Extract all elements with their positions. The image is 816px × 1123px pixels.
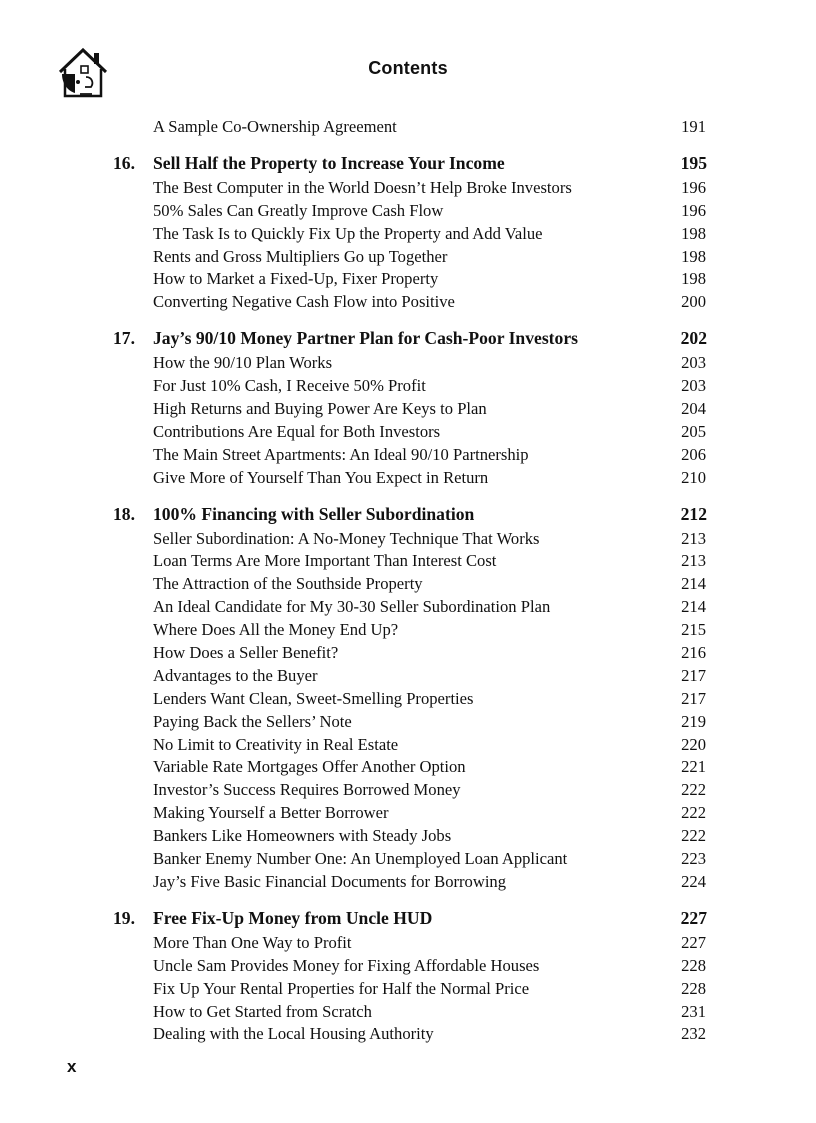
toc-entry [0,398,816,421]
chapter-page: 195 [680,152,707,173]
toc-entry [0,848,816,871]
toc-entry-page: 205 [681,421,706,441]
toc-entry [0,955,816,978]
toc-entry [0,802,816,825]
toc-entry-title: How to Market a Fixed-Up, Fixer Property [153,269,439,289]
toc-entry [0,871,816,894]
toc-entry-title: Uncle Sam Provides Money for Fixing Affordable Houses [153,955,540,975]
toc-entry [0,779,816,802]
toc-entry [0,978,816,1001]
toc-entry-title: For Just 10% Cash, I Receive 50% Profit [153,376,426,396]
page-number: x [67,1057,77,1076]
toc-entry-title: How Does a Seller Benefit? [153,643,339,663]
toc-entry-page: 204 [681,399,706,419]
toc-entry [0,291,816,314]
toc-entry-title: Jay’s Five Basic Financial Documents for Borrowing [153,871,507,891]
toc-entry [0,665,816,688]
toc-entry-page: 203 [681,353,706,373]
toc-entry [0,825,816,848]
toc-entry-title: Lenders Want Clean, Sweet-Smelling Properties [153,688,474,708]
toc-entry-title: Where Does All the Money End Up? [153,620,399,640]
toc-entry-title: Making Yourself a Better Borrower [153,803,389,823]
chapter-heading [0,150,816,177]
toc-entry-title: Bankers Like Homeowners with Steady Jobs [153,826,452,846]
toc-entry [0,573,816,596]
toc-entry [0,734,816,757]
toc-entry-page: 214 [681,574,706,594]
toc-entry-title: The Task Is to Quickly Fix Up the Property and Add Value [153,223,543,243]
toc-entry-page: 191 [681,117,706,136]
toc-entry-page: 213 [681,528,706,548]
toc-entry-title: The Attraction of the Southside Property [153,574,423,594]
toc-entry [0,223,816,246]
chapter-heading [0,905,816,932]
toc-entry-title: How the 90/10 Plan Works [153,353,333,373]
toc-entry [0,688,816,711]
toc-entry [0,711,816,734]
toc-entry-page: 217 [681,688,706,708]
toc-entry-page: 232 [681,1024,706,1044]
toc-entry [0,246,816,269]
chapter-title: Free Fix-Up Money from Uncle HUD [153,907,433,928]
toc-entry-page: 227 [681,932,706,952]
toc-entry-title: Seller Subordination: A No-Money Technique That Works [153,528,540,548]
toc-entry-page: 222 [681,780,706,800]
toc-entry-title: 50% Sales Can Greatly Improve Cash Flow [153,200,444,220]
toc-entry-title: Rents and Gross Multipliers Go up Together [153,246,448,266]
chapter-page: 202 [680,328,707,349]
toc-entry [0,467,816,490]
chapter-title: Sell Half the Property to Increase Your Income [153,152,505,173]
toc-entry-page: 210 [681,467,706,487]
toc-entry-page: 203 [681,376,706,396]
toc-entry-title: How to Get Started from Scratch [153,1001,372,1021]
toc-entry-title: No Limit to Creativity in Real Estate [153,734,399,754]
toc-entry-title: Advantages to the Buyer [153,665,318,685]
toc-entry [0,528,816,551]
toc-entry-page: 228 [681,955,706,975]
chapter-number: 16. [113,152,135,173]
table-of-contents [0,116,816,1046]
toc-entry-title: The Best Computer in the World Doesn’t Help Broke Investors [153,177,572,197]
toc-entry-page: 198 [681,223,706,243]
chapter-page: 212 [680,503,707,524]
chapter-number: 18. [113,503,135,524]
toc-entry-page: 220 [681,734,706,754]
toc-entry-title: Fix Up Your Rental Properties for Half the Normal Price [153,978,530,998]
chapter-number: 17. [113,328,135,349]
toc-entry-page: 200 [681,292,706,312]
toc-entry-title: Loan Terms Are More Important Than Interest Cost [153,551,497,571]
toc-entry-page: 213 [681,551,706,571]
toc-entry [0,375,816,398]
toc-entry-title: The Main Street Apartments: An Ideal 90/10 Partnership [153,444,529,464]
toc-entry-page: 228 [681,978,706,998]
toc-entry [0,596,816,619]
toc-entry-page: 223 [681,849,706,869]
toc-entry [0,756,816,779]
toc-entry-title: More Than One Way to Profit [153,932,352,952]
toc-entry-page: 196 [681,177,706,197]
toc-entry-page: 222 [681,826,706,846]
toc-entry [0,932,816,955]
toc-entry-title: High Returns and Buying Power Are Keys to Plan [153,399,487,419]
toc-entry-title: Converting Negative Cash Flow into Positive [153,292,455,312]
toc-entry-page: 219 [681,711,706,731]
toc-entry [0,352,816,375]
toc-entry [0,421,816,444]
toc-entry-title: Variable Rate Mortgages Offer Another Option [153,757,466,777]
toc-entry [0,268,816,291]
toc-entry [0,177,816,200]
toc-entry-title: A Sample Co-Ownership Agreement [153,117,397,136]
chapter-title: 100% Financing with Seller Subordination [153,503,475,524]
toc-entry-page: 214 [681,597,706,617]
toc-entry-page: 222 [681,803,706,823]
chapter-page: 227 [680,907,707,928]
toc-entry-page: 215 [681,620,706,640]
toc-entry-page: 198 [681,246,706,266]
toc-entry-title: Give More of Yourself Than You Expect in Return [153,467,489,487]
toc-entry-title: Paying Back the Sellers’ Note [153,711,352,731]
toc-entry [0,1023,816,1046]
toc-entry-page: 221 [681,757,706,777]
chapter-title: Jay’s 90/10 Money Partner Plan for Cash-Poor Investors [153,328,578,349]
chapter-heading [0,501,816,528]
toc-entry [0,1001,816,1024]
toc-entry-page: 217 [681,665,706,685]
toc-entry [0,642,816,665]
toc-entry-title: Dealing with the Local Housing Authority [153,1024,434,1044]
chapter-heading [0,325,816,352]
toc-entry [0,116,816,139]
toc-entry-title: An Ideal Candidate for My 30-30 Seller Subordination Plan [153,597,551,617]
toc-entry [0,619,816,642]
toc-entry-title: Banker Enemy Number One: An Unemployed Loan Applicant [153,849,568,869]
page-title: Contents [368,58,448,78]
toc-entry-page: 196 [681,200,706,220]
toc-entry-page: 224 [681,871,706,891]
toc-entry-page: 216 [681,643,706,663]
toc-entry-page: 198 [681,269,706,289]
toc-entry [0,200,816,223]
toc-entry-page: 206 [681,444,706,464]
chapter-number: 19. [113,907,135,928]
toc-entry-title: Contributions Are Equal for Both Investors [153,421,441,441]
toc-entry-title: Investor’s Success Requires Borrowed Money [153,780,461,800]
toc-entry [0,444,816,467]
toc-entry [0,550,816,573]
toc-entry-page: 231 [681,1001,706,1021]
